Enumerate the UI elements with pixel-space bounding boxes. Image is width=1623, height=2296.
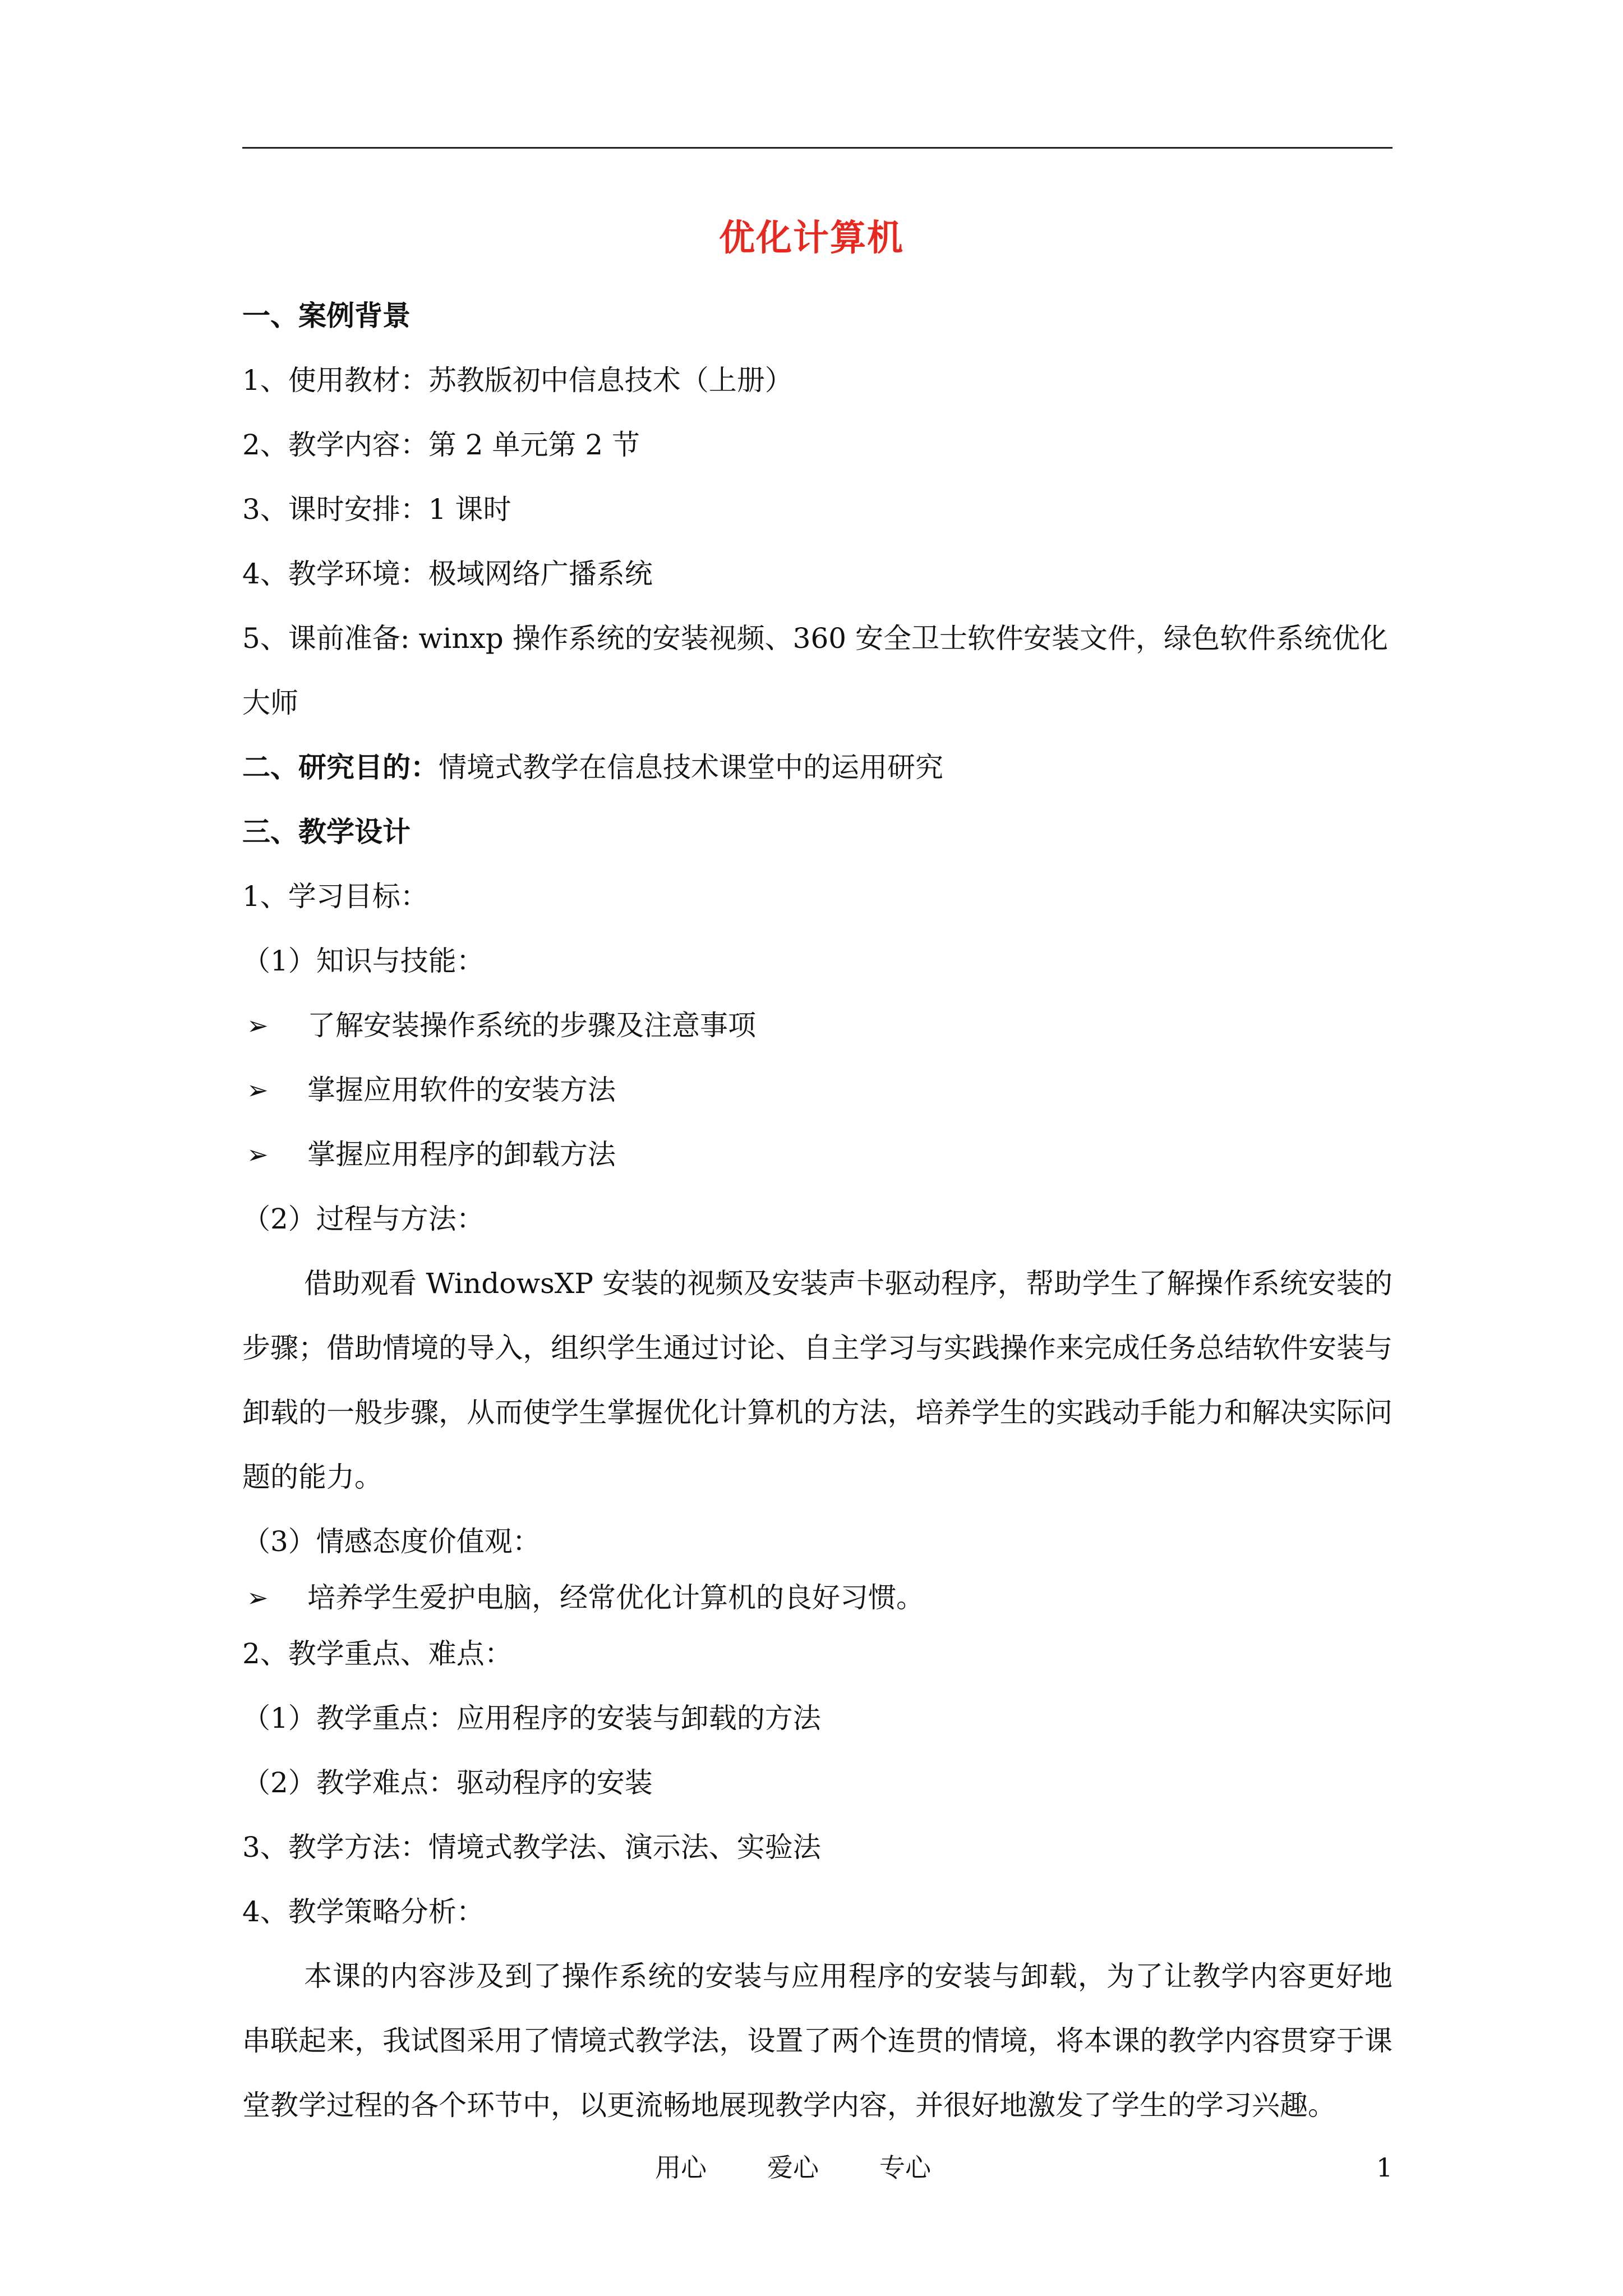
research-purpose: [242, 748, 943, 787]
arrow-bullet-icon: ➢: [247, 1582, 269, 1613]
key-point: （1）教学重点：应用程序的安装与卸载的方法: [242, 1702, 821, 1734]
section-heading-design: 三、教学设计: [242, 816, 411, 848]
teaching-methods: 3、教学方法：情境式教学法、演示法、实验法: [242, 1831, 821, 1864]
section-heading-purpose: 二、研究目的：: [242, 751, 439, 784]
arrow-bullet-icon: ➢: [247, 1139, 269, 1170]
emotion-item: 培养学生爱护电脑，经常优化计算机的良好习惯。: [307, 1581, 924, 1614]
arrow-bullet-icon: ➢: [247, 1010, 269, 1041]
difficult-point: （2）教学难点：驱动程序的安装: [242, 1766, 653, 1799]
document-title: 优化计算机: [719, 218, 904, 259]
key-points-title: 2、教学重点、难点：: [242, 1637, 513, 1670]
section-heading-background: 一、案例背景: [242, 300, 411, 332]
knowledge-item: 了解安装操作系统的步骤及注意事项: [307, 1009, 756, 1042]
knowledge-item: 掌握应用软件的安装方法: [307, 1074, 616, 1106]
knowledge-item: 掌握应用程序的卸载方法: [307, 1138, 616, 1171]
process-paragraph: 借助观看 WindowsXP 安装的视频及安装声卡驱动程序，帮助学生了解操作系统安装的步骤；借助情境的导入，组织学生通过讨论、自主学习与实践操作来完成任务总结软件安装与卸载的一般步骤，从而使学生掌握优化计算机的方法，培养学生的实践动手能力和解决实际问题的能力。: [242, 1267, 1393, 1493]
background-item-schedule: 3、课时安排：1 课时: [242, 493, 511, 526]
emotion-title: （3）情感态度价值观：: [242, 1525, 541, 1558]
background-item-content: 2、教学内容：第 2 单元第 2 节: [242, 429, 640, 461]
research-purpose-text: 情境式教学在信息技术课堂中的运用研究: [439, 751, 943, 784]
goals-title: 1、学习目标：: [242, 880, 428, 913]
background-item-preparation-cont: 大师: [242, 687, 298, 719]
footer-motto-3: 专心: [879, 2152, 931, 2183]
page-number: 1: [1376, 2152, 1393, 2183]
background-item-environment: 4、教学环境：极域网络广播系统: [242, 558, 653, 590]
footer-motto-1: 用心: [655, 2152, 707, 2183]
background-item-preparation: 5、课前准备: winxp 操作系统的安装视频、360 安全卫士软件安装文件，绿色软件系统优化: [242, 622, 1388, 655]
knowledge-title: （1）知识与技能：: [242, 945, 485, 977]
header-rule: [242, 147, 1393, 149]
strategy-title: 4、教学策略分析：: [242, 1895, 485, 1928]
arrow-bullet-icon: ➢: [247, 1075, 269, 1105]
footer-motto-2: 爱心: [767, 2152, 819, 2183]
background-item-textbook: 1、使用教材：苏教版初中信息技术（上册）: [242, 364, 793, 397]
process-title: （2）过程与方法：: [242, 1203, 485, 1235]
strategy-paragraph: 本课的内容涉及到了操作系统的安装与应用程序的安装与卸载，为了让教学内容更好地串联起来，我试图采用了情境式教学法，设置了两个连贯的情境，将本课的教学内容贯穿于课堂教学过程的各个环节中，以更流畅地展现教学内容，并很好地激发了学生的学习兴趣。: [242, 1960, 1393, 2122]
